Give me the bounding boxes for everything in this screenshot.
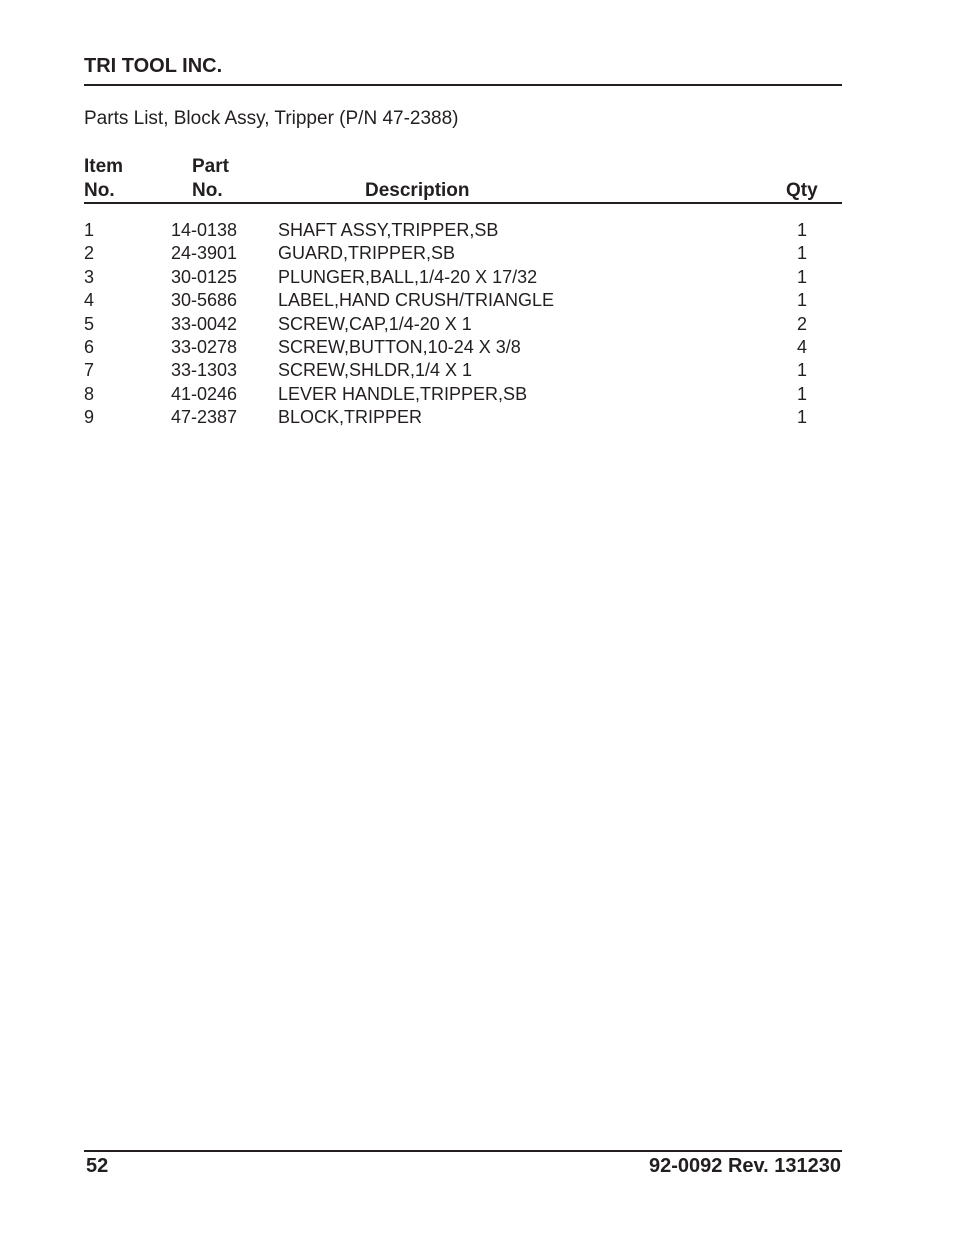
part-number: 24-3901	[171, 243, 238, 264]
item-number: 4	[84, 290, 95, 311]
item-number: 8	[84, 383, 95, 404]
table-row	[0, 266, 954, 289]
part-description: PLUNGER,BALL,1/4-20 X 17/32	[278, 266, 538, 287]
table-row	[0, 289, 954, 312]
table-row	[0, 406, 954, 429]
footer-rule	[84, 1150, 842, 1152]
part-description: LABEL,HAND CRUSH/TRIANGLE	[278, 290, 555, 311]
column-header-qty: Qty	[786, 180, 818, 201]
part-number: 30-5686	[171, 290, 238, 311]
part-quantity: 1	[796, 360, 807, 381]
part-quantity: 2	[796, 313, 807, 334]
item-number: 6	[84, 336, 95, 357]
part-number: 14-0138	[171, 220, 238, 240]
part-description: SHAFT ASSY,TRIPPER,SB	[278, 220, 499, 240]
table-row	[0, 383, 954, 406]
part-number: 41-0246	[171, 383, 238, 404]
item-number: 2	[84, 243, 95, 264]
table-row	[0, 336, 954, 359]
column-header-part-no	[192, 155, 229, 203]
item-number: 9	[84, 407, 95, 428]
table-row	[0, 219, 954, 242]
table-header-rule	[84, 202, 842, 204]
item-number: 7	[84, 360, 95, 381]
column-header-item-no	[84, 155, 123, 203]
parts-list-title: Parts List, Block Assy, Tripper (P/N 47-2388)	[84, 108, 459, 129]
part-quantity: 4	[796, 336, 807, 357]
part-description: BLOCK,TRIPPER	[278, 407, 423, 428]
parts-table-body	[0, 219, 954, 430]
part-number: 33-1303	[171, 360, 238, 381]
part-quantity: 1	[796, 266, 807, 287]
column-header-part-line2: No.	[192, 180, 223, 201]
part-description: SCREW,CAP,1/4-20 X 1	[278, 313, 472, 334]
part-description: SCREW,BUTTON,10-24 X 3/8	[278, 336, 521, 357]
column-header-part-line1: Part	[192, 156, 229, 177]
part-quantity: 1	[796, 383, 807, 404]
part-quantity: 1	[796, 407, 807, 428]
column-header-description: Description	[365, 180, 470, 201]
part-quantity: 1	[796, 290, 807, 311]
table-row	[0, 242, 954, 265]
company-name: TRI TOOL INC.	[84, 55, 223, 77]
item-number: 3	[84, 266, 95, 287]
table-row	[0, 313, 954, 336]
item-number: 1	[84, 220, 95, 240]
part-number: 33-0278	[171, 336, 238, 357]
part-description: LEVER HANDLE,TRIPPER,SB	[278, 383, 528, 404]
header-rule	[84, 84, 842, 86]
part-number: 30-0125	[171, 266, 238, 287]
table-row	[0, 359, 954, 382]
column-header-item-line1: Item	[84, 156, 124, 177]
document-revision: 92-0092 Rev. 131230	[648, 1155, 841, 1177]
part-description: GUARD,TRIPPER,SB	[278, 243, 456, 264]
part-quantity: 1	[796, 243, 807, 264]
part-number: 33-0042	[171, 313, 238, 334]
page-number: 52	[86, 1155, 109, 1177]
column-header-item-line2: No.	[84, 180, 115, 201]
part-quantity: 1	[796, 220, 807, 240]
part-description: SCREW,SHLDR,1/4 X 1	[278, 360, 473, 381]
item-number: 5	[84, 313, 95, 334]
part-number: 47-2387	[171, 407, 238, 428]
